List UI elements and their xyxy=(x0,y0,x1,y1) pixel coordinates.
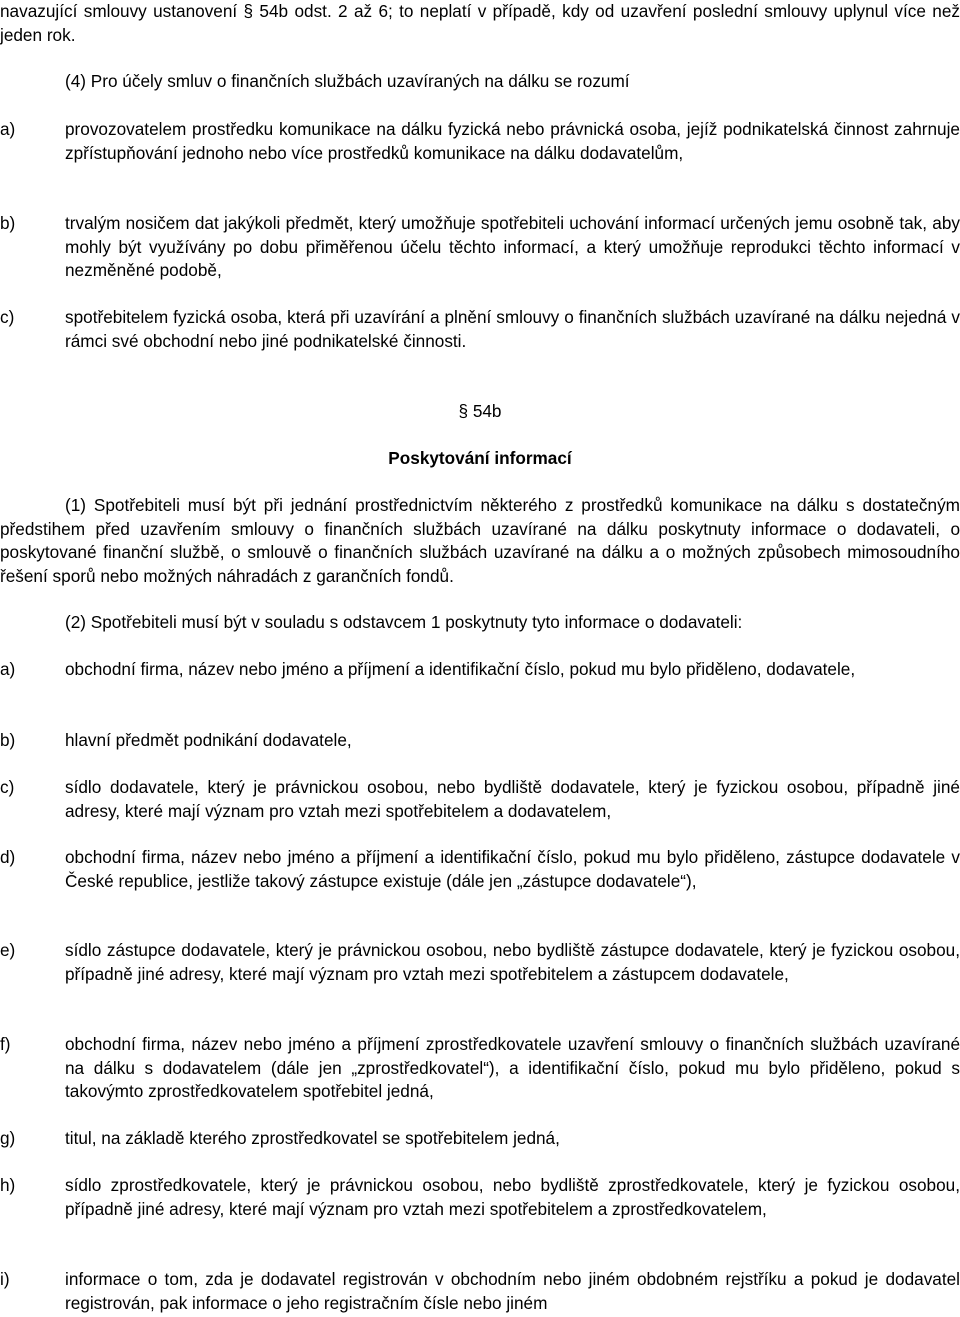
list-item-label: d) xyxy=(0,847,16,867)
list-item-text: trvalým nosičem dat jakýkoli předmět, který umožňuje spotřebiteli uchování informací určených jemu osobně tak, aby mohly být využívány po dobu přiměřenou účelu těchto informací, a který umožňuje reprodukci těchto informací v nezměněné podobě, xyxy=(65,213,960,280)
section-title: Poskytování informací xyxy=(388,448,572,468)
list-item-label: f) xyxy=(0,1034,11,1054)
list-item xyxy=(0,1127,960,1151)
list-item-text: hlavní předmět podnikání dodavatele, xyxy=(65,730,352,750)
list-item xyxy=(0,658,960,682)
list-item xyxy=(0,846,960,893)
paragraph-4: (4) Pro účely smluv o finančních službách uzavíraných na dálku se rozumí xyxy=(65,71,630,91)
section-number: § 54b xyxy=(458,401,502,421)
list-item xyxy=(0,306,960,353)
list-item-label: b) xyxy=(0,213,16,233)
list-item-label: a) xyxy=(0,119,16,139)
list-item-label: h) xyxy=(0,1175,16,1195)
list-item-text: obchodní firma, název nebo jméno a příjmení zprostředkovatele uzavření smlouvy o finančních službách uzavírané na dálku s dodavatelem (dále jen „zprostředkovatel“), a identifikační číslo, pokud mu bylo přiděleno, pokud s takovýmto zprostředkovatelem spotřebitel jedná, xyxy=(65,1034,960,1101)
list-item xyxy=(0,776,960,823)
list-item-label: i) xyxy=(0,1269,10,1289)
list-item-label: c) xyxy=(0,777,15,797)
intro-continuation: navazující smlouvy ustanovení § 54b odst. 2 až 6; to neplatí v případě, kdy od uzavření poslední smlouvy uplynul více než jeden rok. xyxy=(0,1,960,45)
list-item-label: c) xyxy=(0,307,15,327)
list-item-label: e) xyxy=(0,940,16,960)
list-item xyxy=(0,729,960,753)
list-item-text: sídlo zprostředkovatele, který je právnickou osobou, nebo bydliště zprostředkovatele, který je fyzickou osobou, případně jiné adresy, které mají význam pro vztah mezi spotřebitelem a zprostředkovatelem, xyxy=(65,1175,960,1219)
list-item xyxy=(0,1033,960,1104)
list-item xyxy=(0,1174,960,1221)
list-item xyxy=(0,212,960,283)
list-item-text: sídlo dodavatele, který je právnickou osobou, nebo bydliště dodavatele, který je fyzickou osobou, případně jiné adresy, které mají význam pro vztah mezi spotřebitelem a dodavatelem, xyxy=(65,777,960,821)
list-item-text: titul, na základě kterého zprostředkovatel se spotřebitelem jedná, xyxy=(65,1128,560,1148)
list-item xyxy=(0,118,960,165)
list-item xyxy=(0,1268,960,1317)
list-item-label: a) xyxy=(0,659,16,679)
list-item-label: b) xyxy=(0,730,16,750)
list-item xyxy=(0,939,960,986)
list-item-text: provozovatelem prostředku komunikace na dálku fyzická nebo právnická osoba, jejíž podnikatelská činnost zahrnuje zpřístupňování jednoho nebo více prostředků komunikace na dálku dodavatelům, xyxy=(65,119,960,163)
list-item-text: spotřebitelem fyzická osoba, která při uzavírání a plnění smlouvy o finančních službách uzavírané na dálku nejedná v rámci své obchodní nebo jiné podnikatelské činnosti. xyxy=(65,307,960,351)
paragraph-1: (1) Spotřebiteli musí být při jednání prostřednictvím některého z prostředků komunikace na dálku s dostatečným předstihem před uzavřením smlouvy o finančních službách uzavírané na dálku poskytnuty informace o dodavateli, o poskytované finanční službě, o smlouvě o finančních službách uzavírané na dálku a o možných způsobech mimosoudního řešení sporů nebo možných náhradách z garančních fondů. xyxy=(0,495,960,586)
paragraph-2: (2) Spotřebiteli musí být v souladu s odstavcem 1 poskytnuty tyto informace o dodavateli: xyxy=(65,612,743,632)
list-item-text: obchodní firma, název nebo jméno a příjmení a identifikační číslo, pokud mu bylo přiděleno, dodavatele, xyxy=(65,659,856,679)
list-item-text: obchodní firma, název nebo jméno a příjmení a identifikační číslo, pokud mu bylo přiděleno, zástupce dodavatele v České republice, jestliže takový zástupce existuje (dále jen „zástupce dodavatele“), xyxy=(65,847,960,891)
list-item-text: sídlo zástupce dodavatele, který je právnickou osobou, nebo bydliště zástupce dodavatele, který je fyzickou osobou, případně jiné adresy, které mají význam pro vztah mezi spotřebitelem a zástupcem dodavatele, xyxy=(65,940,960,984)
list-item-label: g) xyxy=(0,1128,16,1148)
list-item-text: informace o tom, zda je dodavatel registrován v obchodním nebo jiném obdobném rejstříku a pokud je dodavatel registrován, pak informace o jeho registračním čísle nebo jiném xyxy=(65,1269,960,1313)
